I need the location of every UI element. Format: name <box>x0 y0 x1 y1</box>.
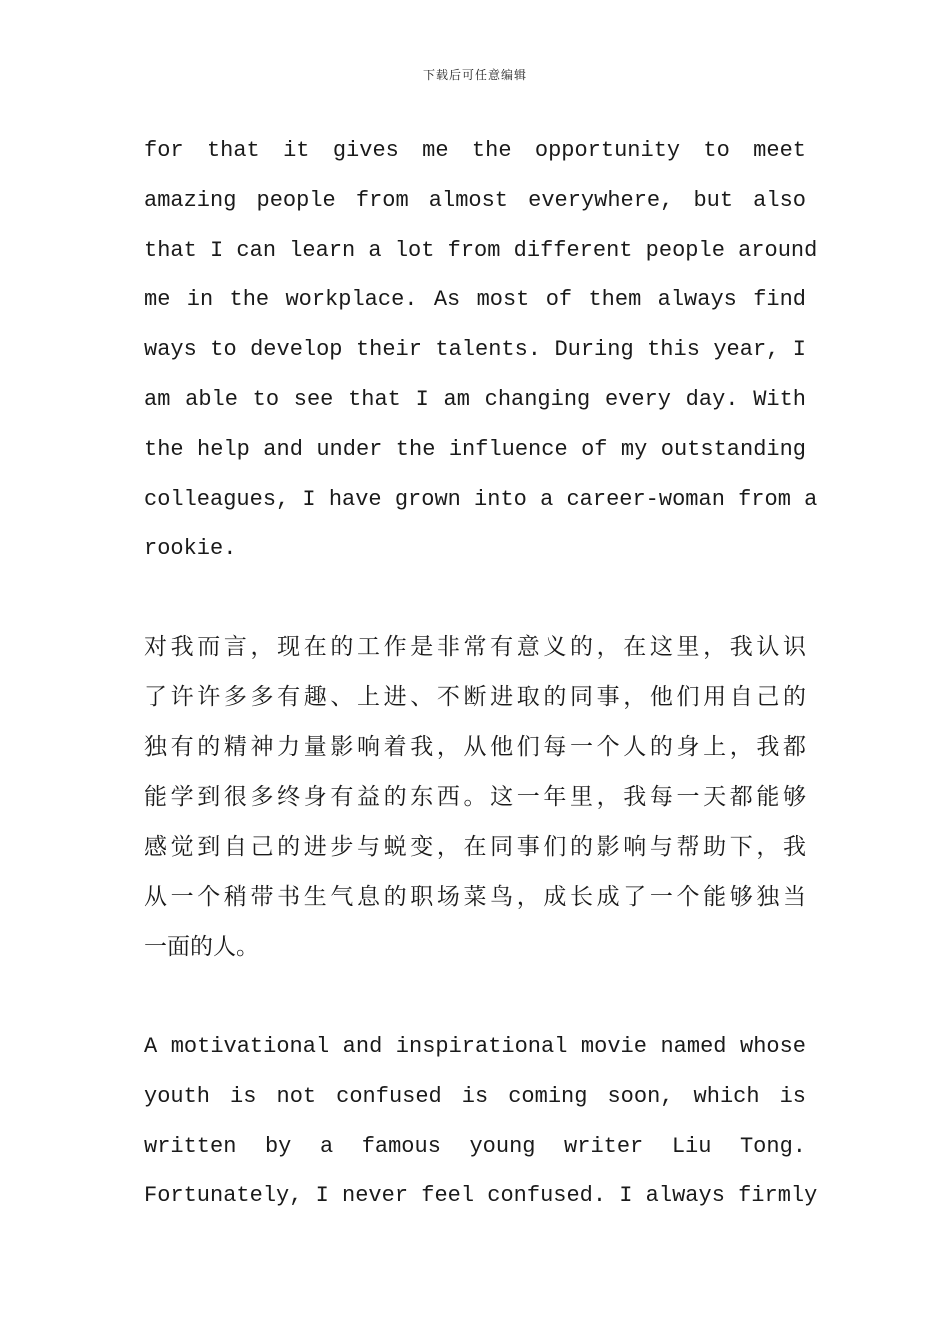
text-line: 对我而言，现在的工作是非常有意义的，在这里，我认识 <box>144 634 806 660</box>
text-line: 独有的精神力量影响着我，从他们每一个人的身上，我都 <box>144 734 806 760</box>
text-line: for that it gives me the opportunity to meet <box>144 138 806 163</box>
text-line: 一面的人。 <box>144 934 259 960</box>
paragraph-chinese <box>144 622 806 972</box>
text-line: colleagues, I have grown into a career-woman from a <box>144 486 818 512</box>
text-line: written by a famous young writer Liu Tong. <box>144 1133 806 1159</box>
text-line: me in the workplace. As most of them always find <box>144 287 806 313</box>
text-line: 感觉到自己的进步与蜕变，在同事们的影响与帮助下，我 <box>144 834 806 860</box>
text-line: am able to see that I am changing every day. With <box>144 386 806 412</box>
text-line: amazing people from almost everywhere, but also <box>144 187 806 213</box>
text-line: rookie. <box>144 536 237 562</box>
page-header: 下载后可任意编辑 <box>422 68 527 82</box>
paragraph-english-2 <box>144 1022 818 1221</box>
text-line: 能学到很多终身有益的东西。这一年里，我每一天都能够 <box>144 784 806 810</box>
paragraph-english-1 <box>144 126 818 574</box>
text-line: Fortunately, I never feel confused. I always firmly <box>144 1183 818 1209</box>
text-line: A motivational and inspirational movie named whose <box>144 1034 806 1059</box>
text-line: 了许许多多有趣、上进、不断进取的同事，他们用自己的 <box>144 684 806 710</box>
text-line: ways to develop their talents. During this year, I <box>144 337 806 363</box>
text-line: that I can learn a lot from different people around <box>144 237 818 263</box>
text-line: youth is not confused is coming soon, which is <box>144 1083 806 1109</box>
text-line: the help and under the influence of my outstanding <box>144 436 806 462</box>
text-line: 从一个稍带书生气息的职场菜鸟，成长成了一个能够独当 <box>144 884 806 910</box>
